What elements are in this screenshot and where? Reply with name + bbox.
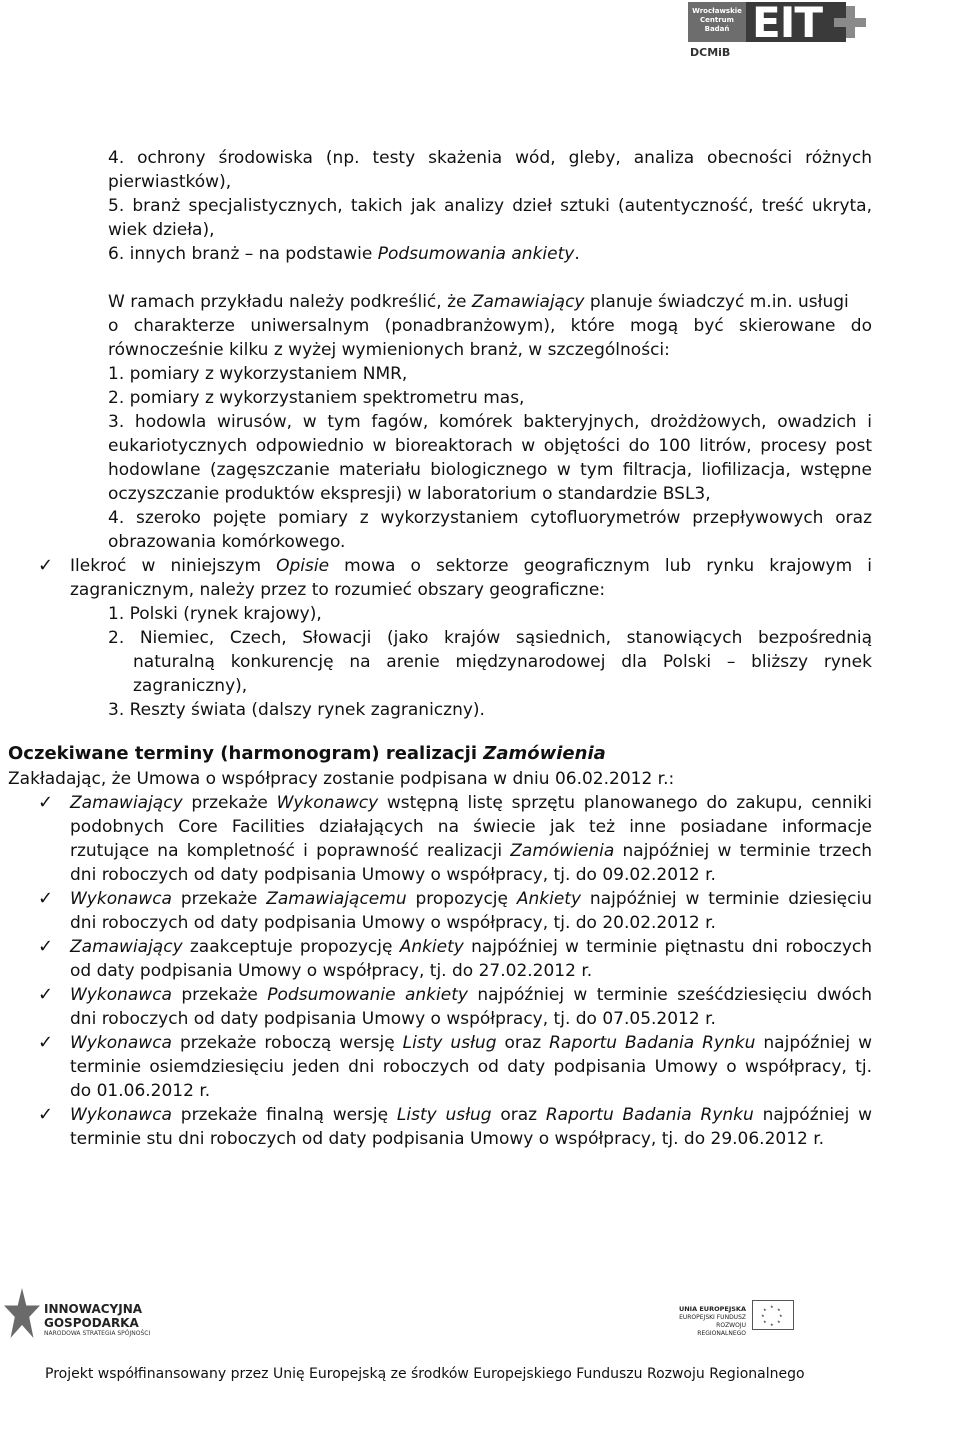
list-item-6-text: 6. innych branż – na podstawie	[108, 244, 378, 264]
schedule-5-text-b: oraz	[496, 1033, 550, 1053]
list-item-4-line-2: pierwiastków),	[108, 172, 232, 192]
geo-item-2-line-2: naturalną konkurencję na arenie międzynarodowej dla Polski – bliższy rynek	[133, 652, 872, 672]
schedule-1-text-d: najpóźniej w terminie trzech	[614, 841, 872, 861]
ig-line-2: GOSPODARKA	[44, 1316, 139, 1330]
schedule-2-recipient: Zamawiającemu	[266, 889, 407, 909]
schedule-3-line-2: od daty podpisania Umowy o współpracy, tj. do 27.02.2012 r.	[70, 961, 593, 981]
list-item-6	[108, 242, 580, 266]
schedule-5-text-c: najpóźniej w	[755, 1033, 872, 1053]
schedule-4-text-a: przekaże	[171, 985, 268, 1005]
ig-title	[44, 1302, 142, 1330]
eu-line-3: ROZWOJU REGIONALNEGO	[697, 1322, 746, 1337]
logo-institution-block	[688, 2, 746, 42]
paragraph-example-text-a: W ramach przykładu należy podkreślić, że	[108, 292, 472, 312]
schedule-5-term-a: Listy usług	[402, 1033, 497, 1053]
schedule-3-text-b: najpóźniej w terminie piętnastu dni roboczych	[463, 937, 873, 957]
schedule-5-line-2: terminie osiemdziesięciu jeden dni roboczych od daty podpisania Umowy o współpracy, tj.	[70, 1057, 872, 1077]
geo-text-b: mowa o sektorze geograficznym lub rynku krajowym i	[329, 556, 872, 576]
schedule-5-actor: Wykonawca	[70, 1033, 172, 1053]
schedule-6-line-2: terminie stu dni roboczych od daty podpisania Umowy o współpracy, tj. do 29.06.2012 r.	[70, 1129, 825, 1149]
logo-sub: DCMiB	[690, 46, 731, 59]
section-heading	[8, 741, 606, 767]
schedule-5-text-a: przekaże roboczą wersję	[171, 1033, 403, 1053]
schedule-4-line-1	[70, 983, 872, 1007]
schedule-3-line-1	[70, 935, 872, 959]
eu-flag-icon: ★ ★ ★ ★ ★ ★ ★ ★	[752, 1300, 794, 1330]
check-icon: ✓	[38, 792, 54, 813]
schedule-2-actor: Wykonawca	[70, 889, 172, 909]
list-item-6-end: .	[574, 244, 580, 264]
logo-brand: EIT	[752, 0, 822, 47]
schedule-3-actor: Zamawiający	[70, 937, 183, 957]
eu-fund-label	[668, 1305, 746, 1338]
cofinancing-note: Projekt współfinansowany przez Unię Europejską ze środków Europejskiego Funduszu Rozwoju Regionalnego	[45, 1366, 805, 1382]
check-icon: ✓	[38, 1104, 54, 1125]
schedule-6-actor: Wykonawca	[70, 1105, 172, 1125]
schedule-3-term: Ankiety	[399, 937, 464, 957]
service-item-3-line-3: hodowlane (zagęszczanie materiału biologicznego w tym filtracja, liofilizacja, wstępne	[108, 460, 872, 480]
geo-item-2-line-3: zagraniczny),	[133, 676, 248, 696]
schedule-6-text-a: przekaże finalną wersję	[171, 1105, 397, 1125]
schedule-6-term-b: Raportu Badania Rynku	[545, 1105, 754, 1125]
logo-line-1: Wrocławskie	[692, 7, 742, 15]
schedule-6-text-c: najpóźniej w	[753, 1105, 872, 1125]
geo-text-a: Ilekroć w niniejszym	[70, 556, 277, 576]
innovative-economy-logo	[4, 1288, 194, 1348]
schedule-5-line-1	[70, 1031, 872, 1055]
schedule-4-term: Podsumowanie ankiety	[267, 985, 468, 1005]
check-icon: ✓	[38, 936, 54, 957]
logo-line-2: Centrum	[700, 16, 734, 24]
schedule-4-text-b: najpóźniej w terminie sześćdziesięciu dwóch	[467, 985, 872, 1005]
service-item-3-line-2: eukariotycznych odpowiednio w bioreaktorach w objętości do 100 litrów, procesy post	[108, 436, 872, 456]
schedule-2-line-1	[70, 887, 872, 911]
paragraph-example-line-3: równocześnie kilku z wyżej wymienionych branż, w szczególności:	[108, 340, 670, 360]
schedule-6-text-b: oraz	[491, 1105, 546, 1125]
schedule-2-text-c: najpóźniej w terminie dziesięciu	[581, 889, 872, 909]
schedule-4-line-2: dni roboczych od daty podpisania Umowy o współpracy, tj. do 07.05.2012 r.	[70, 1009, 716, 1029]
logo-line-3: Badań	[704, 25, 730, 33]
schedule-1-recipient: Wykonawcy	[276, 793, 379, 813]
paragraph-example-text-b: planuje świadczyć m.in. usługi	[584, 292, 849, 312]
check-icon: ✓	[38, 888, 54, 909]
service-item-3-line-1: 3. hodowla wirusów, w tym fagów, komórek bakteryjnych, drożdżowych, owadzich i	[108, 412, 872, 432]
geo-term: Opisie	[276, 556, 330, 576]
check-icon: ✓	[38, 555, 54, 576]
service-item-4-line-1: 4. szeroko pojęte pomiary z wykorzystaniem cytofluorymetrów przepływowych oraz	[108, 508, 872, 528]
geo-item-3: 3. Reszty świata (dalszy rynek zagraniczny).	[108, 700, 485, 720]
service-item-3-line-4: oczyszczanie produktów ekspresji) w laboratorium o standardzie BSL3,	[108, 484, 711, 504]
section-heading-text: Oczekiwane terminy (harmonogram) realizacji	[8, 743, 484, 764]
list-item-5-line-1: 5. branż specjalistycznych, takich jak analizy dzieł sztuki (autentyczność, treść ukryta,	[108, 196, 872, 216]
list-item-5-line-2: wiek dzieła),	[108, 220, 215, 240]
paragraph-example-term: Zamawiający	[471, 292, 585, 312]
geo-item-1: 1. Polski (rynek krajowy),	[108, 604, 322, 624]
service-item-1: 1. pomiary z wykorzystaniem NMR,	[108, 364, 408, 384]
schedule-1-text-b: wstępną listę sprzętu planowanego do zakupu, cenniki	[378, 793, 872, 813]
check-icon: ✓	[38, 1032, 54, 1053]
service-item-4-line-2: obrazowania komórkowego.	[108, 532, 346, 552]
institution-logo	[688, 2, 870, 62]
schedule-6-line-1	[70, 1103, 872, 1127]
section-intro: Zakładając, że Umowa o współpracy zostanie podpisana w dniu 06.02.2012 r.:	[8, 769, 675, 789]
schedule-2-term: Ankiety	[516, 889, 582, 909]
schedule-1-line-1	[70, 791, 872, 815]
schedule-1-line-3	[70, 839, 872, 863]
ig-line-1: INNOWACYJNA	[44, 1302, 143, 1316]
schedule-5-line-3: do 01.06.2012 r.	[70, 1081, 211, 1101]
paragraph-example-line-1	[108, 290, 849, 314]
schedule-3-text-a: zaakceptuje propozycję	[182, 937, 400, 957]
schedule-4-actor: Wykonawca	[70, 985, 172, 1005]
schedule-2-line-2: dni roboczych od daty podpisania Umowy o współpracy, tj. do 20.02.2012 r.	[70, 913, 716, 933]
eu-line-1: UNIA EUROPEJSKA	[678, 1305, 746, 1313]
eu-line-2: EUROPEJSKI FUNDUSZ	[679, 1314, 746, 1321]
ig-subtitle: NARODOWA STRATEGIA SPÓJNOŚCI	[44, 1330, 151, 1337]
geo-item-2-line-1: 2. Niemiec, Czech, Słowacji (jako krajów sąsiednich, stanowiących bezpośrednią	[108, 628, 872, 648]
list-item-6-ref: Podsumowania ankiety	[377, 244, 575, 264]
schedule-1-term: Zamówienia	[510, 841, 615, 861]
schedule-2-text-b: propozycję	[406, 889, 517, 909]
schedule-1-text-a: przekaże	[182, 793, 277, 813]
schedule-5-term-b: Raportu Badania Rynku	[549, 1033, 756, 1053]
logo-plus-vertical	[846, 6, 855, 38]
star-icon	[4, 1288, 40, 1338]
check-icon: ✓	[38, 984, 54, 1005]
schedule-1-line-2: podobnych Core Facilities działających na świecie jak też inne posiadane informacje	[70, 817, 872, 837]
schedule-2-text-a: przekaże	[171, 889, 267, 909]
geo-paragraph-line-2: zagranicznym, należy przez to rozumieć obszary geograficzne:	[70, 580, 606, 600]
schedule-1-text-c: rzutujące na kompletność i poprawność realizacji	[70, 841, 511, 861]
schedule-1-line-4: dni roboczych od daty podpisania Umowy o współpracy, tj. do 09.02.2012 r.	[70, 865, 716, 885]
paragraph-example-line-2: o charakterze uniwersalnym (ponadbranżowym), które mogą być skierowane do	[108, 316, 872, 336]
schedule-6-term-a: Listy usług	[396, 1105, 492, 1125]
schedule-1-actor: Zamawiający	[70, 793, 183, 813]
geo-paragraph-line-1	[70, 554, 872, 578]
service-item-2: 2. pomiary z wykorzystaniem spektrometru mas,	[108, 388, 525, 408]
list-item-4-line-1: 4. ochrony środowiska (np. testy skażenia wód, gleby, analiza obecności różnych	[108, 148, 872, 168]
section-heading-term: Zamówienia	[483, 743, 606, 764]
